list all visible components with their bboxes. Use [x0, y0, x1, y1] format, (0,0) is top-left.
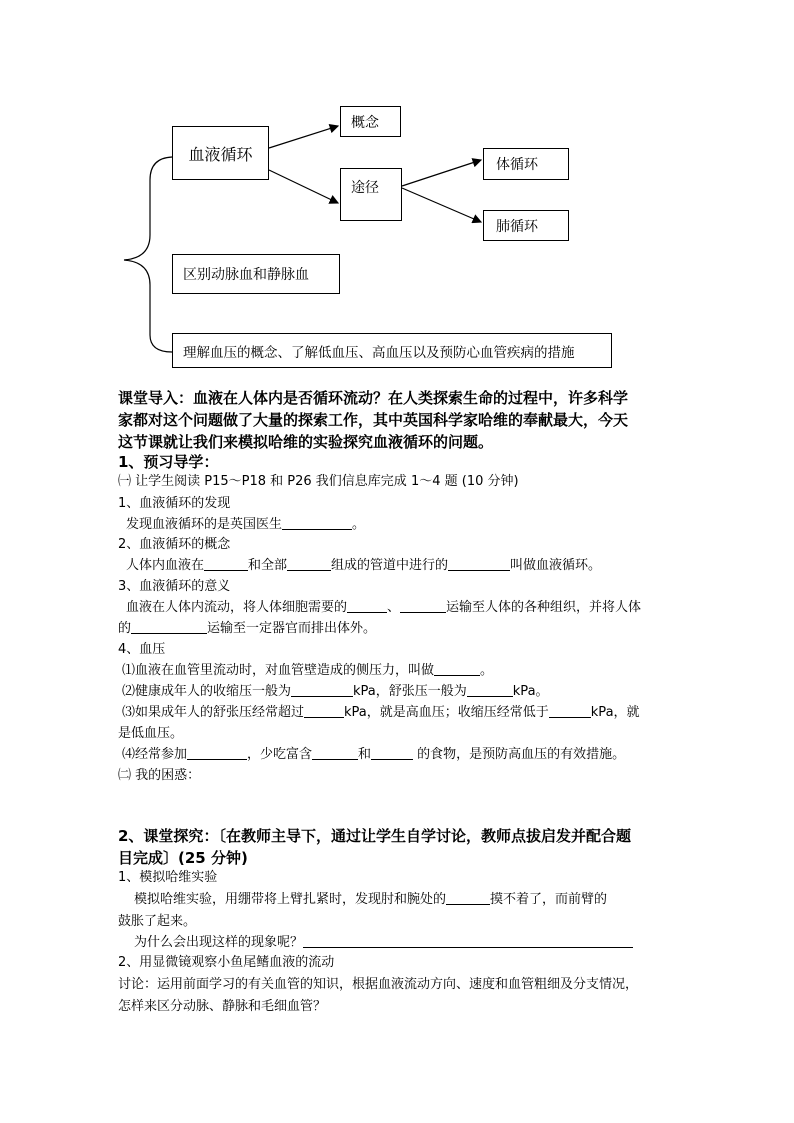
text-segment: 。	[480, 663, 494, 678]
concept-box	[340, 106, 401, 137]
text-segment: 。	[352, 517, 366, 532]
blank	[448, 556, 510, 571]
text-segment: ⑴血液在血管里流动时，对血管壁造成的侧压力，叫做	[122, 663, 435, 678]
path-box	[340, 168, 402, 221]
intro-line-1: 课堂导入：血液在人体内是否循环流动？在人类探索生命的过程中，许多科学	[118, 389, 629, 407]
inquiry-heading-1: 2、课堂探究：〔在教师主导下，通过让学生自学讨论，教师点拔启发并配合题	[118, 827, 631, 845]
blank	[287, 556, 331, 571]
s2-title: 2、用显微镜观察小鱼尾鳍血液的流动	[118, 955, 335, 970]
systemic-box	[483, 148, 569, 180]
q4-3	[122, 703, 640, 723]
text-segment: 模拟哈维实验，用绷带将上臂扎紧时，发现肘和腕处的	[134, 892, 447, 907]
q1-title: 1、血液循环的发现	[118, 496, 231, 511]
q3-title: 3、血液循环的意义	[118, 579, 231, 594]
q4-4	[122, 745, 625, 765]
s1-line-1	[134, 890, 607, 910]
left-brace	[124, 157, 172, 352]
text-segment: ⑵健康成年人的收缩压一般为	[122, 684, 292, 699]
s1-question	[134, 933, 633, 953]
blank	[282, 515, 352, 530]
text-segment: 组成的管道中进行的	[331, 558, 449, 573]
q4-2	[122, 682, 549, 702]
blank	[303, 933, 633, 948]
text-segment: kPa，就是高血压；收缩压经常低于	[344, 705, 549, 720]
q4-title: 4、血压	[118, 642, 166, 657]
pulmonary-box	[483, 210, 569, 241]
text-segment: ⑶如果成年人的舒张压经常超过	[122, 705, 305, 720]
blank	[400, 598, 446, 613]
text-segment: 为什么会出现这样的现象呢？	[134, 935, 304, 950]
text-segment: 摸不着了，而前臂的	[490, 892, 608, 907]
blank	[291, 682, 353, 697]
text-segment: ⑷经常参加	[122, 747, 188, 762]
pressure-box	[172, 333, 612, 368]
blank	[549, 703, 591, 718]
confusion: ㈡ 我的困惑：	[118, 768, 201, 783]
text-segment: 运输至一定器官而排出体外。	[207, 621, 377, 636]
arrow-to-systemic	[402, 160, 481, 186]
path-label: 途径	[351, 180, 379, 196]
text-segment: kPa。	[512, 684, 549, 699]
text-segment: 叫做血液循环。	[510, 558, 602, 573]
text-segment: ，少吃富含	[247, 747, 313, 762]
s1-title: 1、模拟哈维实验	[118, 870, 218, 885]
intro-line-3: 这节课就让我们来模拟哈维的实验探究血液循环的问题。	[118, 433, 494, 451]
blank	[312, 745, 358, 760]
arrow-to-concept	[269, 126, 338, 148]
arrow-to-pulmonary	[402, 188, 481, 222]
s2-line-1: 讨论：运用前面学习的有关血管的知识，根据血液流动方向、速度和血管粗细及分支情况，	[118, 977, 639, 992]
blank	[131, 619, 207, 634]
q4-3-cont: 是低血压。	[118, 726, 184, 741]
systemic-label: 体循环	[496, 157, 538, 173]
concept-label: 概念	[351, 114, 379, 131]
text-segment: 和全部	[248, 558, 288, 573]
blank	[304, 703, 344, 718]
blank	[204, 556, 248, 571]
q2-line	[126, 556, 601, 576]
s2-line-2: 怎样来区分动脉、静脉和毛细血管？	[118, 999, 327, 1014]
intro-line-2: 家都对这个问题做了大量的探索工作，其中英国科学家哈维的奉献最大，今天	[118, 411, 629, 429]
text-segment: 的食物，是预防高血压的有效措施。	[413, 747, 626, 762]
blank	[446, 890, 490, 905]
preview-instruction: ㈠ 让学生阅读 P15～P18 和 P26 我们信息库完成 1～4 题 (10 分钟)	[118, 474, 519, 489]
distinguish-label: 区别动脉血和静脉血	[183, 267, 309, 283]
blank	[187, 745, 247, 760]
q4-1	[122, 661, 493, 681]
text-segment: 和	[358, 747, 372, 762]
q1-line	[126, 515, 365, 535]
text-segment: 的	[118, 621, 132, 636]
pressure-label: 理解血压的概念、了解低血压、高血压以及预防心血管疾病的措施	[183, 344, 575, 361]
text-segment: 、	[387, 600, 401, 615]
pulmonary-label: 肺循环	[496, 218, 538, 235]
blank	[467, 682, 513, 697]
blank	[434, 661, 480, 676]
preview-heading: 1、预习导学：	[118, 453, 219, 471]
root-box	[172, 126, 269, 180]
q3-line-1	[126, 598, 641, 618]
arrow-to-path	[269, 170, 338, 203]
text-segment: 发现血液循环的是英国医生	[126, 517, 283, 532]
distinguish-box	[172, 254, 340, 294]
inquiry-heading-2: 目完成〕(25 分钟)	[118, 849, 248, 867]
q2-title: 2、血液循环的概念	[118, 537, 231, 552]
text-segment: kPa，舒张压一般为	[353, 684, 467, 699]
blank	[371, 745, 413, 760]
text-segment: kPa，就	[590, 705, 640, 720]
text-segment: 血液在人体内流动，将人体细胞需要的	[126, 600, 348, 615]
q3-line-2	[118, 619, 376, 639]
root-label: 血液循环	[188, 144, 253, 164]
s1-line-2: 鼓胀了起来。	[118, 914, 197, 929]
blank	[347, 598, 387, 613]
text-segment: 运输至人体的各种组织，并将人体	[446, 600, 642, 615]
text-segment: 人体内血液在	[126, 558, 205, 573]
